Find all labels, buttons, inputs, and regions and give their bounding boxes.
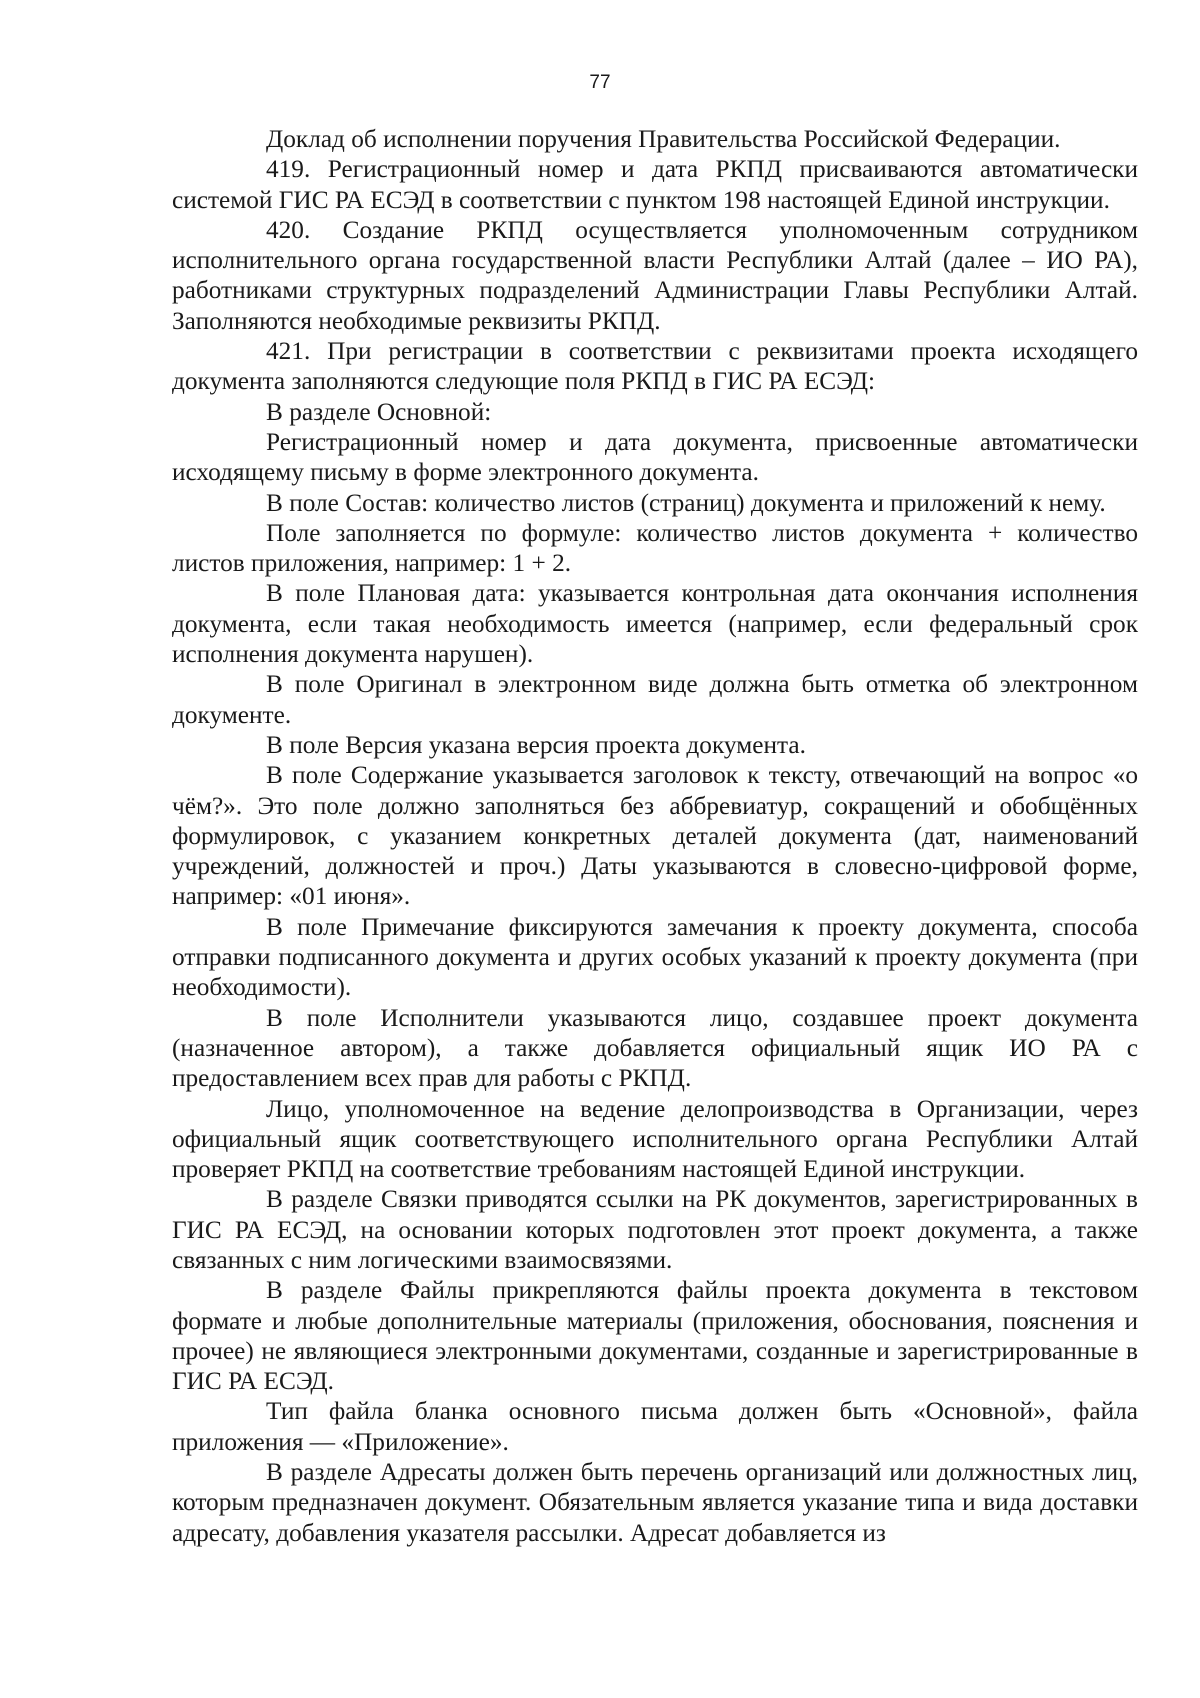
paragraph-field-version: В поле Версия указана версия проекта документа. <box>266 730 806 759</box>
paragraph-section-links: В разделе Связки приводятся ссылки на РК документов, зарегистрированных в ГИС РА ЕСЭД, на основании которых подготовлен этот проект документа, а также связанных с ним логическими взаимосвязями. <box>172 1185 1138 1274</box>
paragraph-field-planned-date: В поле Плановая дата: указывается контрольная дата окончания исполнения документа, если такая необходимость имеется (например, если федеральный срок исполнения документа нарушен). <box>172 579 1138 669</box>
paragraph-report-line: Доклад об исполнении поручения Правительства Российской Федерации. <box>266 125 1061 153</box>
paragraph-field-executors: В поле Исполнители указываются лицо, создавшее проект документа (назначенное автором), а также добавляется официальный ящик ИО РА с предоставлением всех прав для работы с РКПД. <box>172 1003 1138 1093</box>
document-body <box>172 124 1138 1548</box>
paragraph-formula: Поле заполняется по формуле: количество листов документа + количество листов приложения, например: 1 + 2. <box>172 518 1138 578</box>
paragraph-field-content: В поле Содержание указывается заголовок к тексту, отвечающий на вопрос «о чём?». Это поле должно заполняться без аббревиатур, сокращений и обобщённых формулировок, с указанием конкретных деталей документа (дат, наименований учреждений, должностей и проч.) Даты указываются в словесно-цифровой форме, например: «01 июня». <box>172 761 1138 911</box>
paragraph-420: 420. Создание РКПД осуществляется уполномоченным сотрудником исполнительного органа государственной власти Республики Алтай (далее – ИО РА), работниками структурных подразделений Администрации Главы Республики Алтай. Заполняются необходимые реквизиты РКПД. <box>172 215 1138 335</box>
page-number: 77 <box>589 72 611 93</box>
paragraph-section-files: В разделе Файлы прикрепляются файлы проекта документа в текстовом формате и любые дополнительные материалы (приложения, обоснования, пояснения и прочее) не являющиеся электронными документами, созданные и зарегистрированные в ГИС РА ЕСЭД. <box>172 1276 1138 1396</box>
paragraph-file-type: Тип файла бланка основного письма должен быть «Основной», файла приложения — «Приложение». <box>172 1397 1138 1456</box>
paragraph-field-note: В поле Примечание фиксируются замечания к проекту документа, способа отправки подписанного документа и других особых указаний к проекту документа (при необходимости). <box>172 912 1138 1002</box>
paragraph-section-main: В разделе Основной: <box>266 397 492 426</box>
paragraph-reg-number: Регистрационный номер и дата документа, присвоенные автоматически исходящему письму в форме электронного документа. <box>172 427 1138 487</box>
paragraph-authorized-person: Лицо, уполномоченное на ведение делопроизводства в Организации, через официальный ящик соответствующего исполнительного органа Республики Алтай проверяет РКПД на соответствие требованиям настоящей Единой инструкции. <box>172 1094 1138 1184</box>
paragraph-field-original: В поле Оригинал в электронном виде должна быть отметка об электронном документе. <box>172 670 1138 729</box>
paragraph-419: 419. Регистрационный номер и дата РКПД присваиваются автоматически системой ГИС РА ЕСЭД в соответствии с пунктом 198 настоящей Единой инструкции. <box>172 155 1138 214</box>
paragraph-section-addressees: В разделе Адресаты должен быть перечень организаций или должностных лиц, которым предназначен документ. Обязательным является указание типа и вида доставки адресату, добавления указателя рассылки. Адресат добавляется из <box>172 1458 1138 1547</box>
paragraph-field-composition: В поле Состав: количество листов (страниц) документа и приложений к нему. <box>266 488 1106 517</box>
paragraph-421: 421. При регистрации в соответствии с реквизитами проекта исходящего документа заполняются следующие поля РКПД в ГИС РА ЕСЭД: <box>172 337 1138 396</box>
